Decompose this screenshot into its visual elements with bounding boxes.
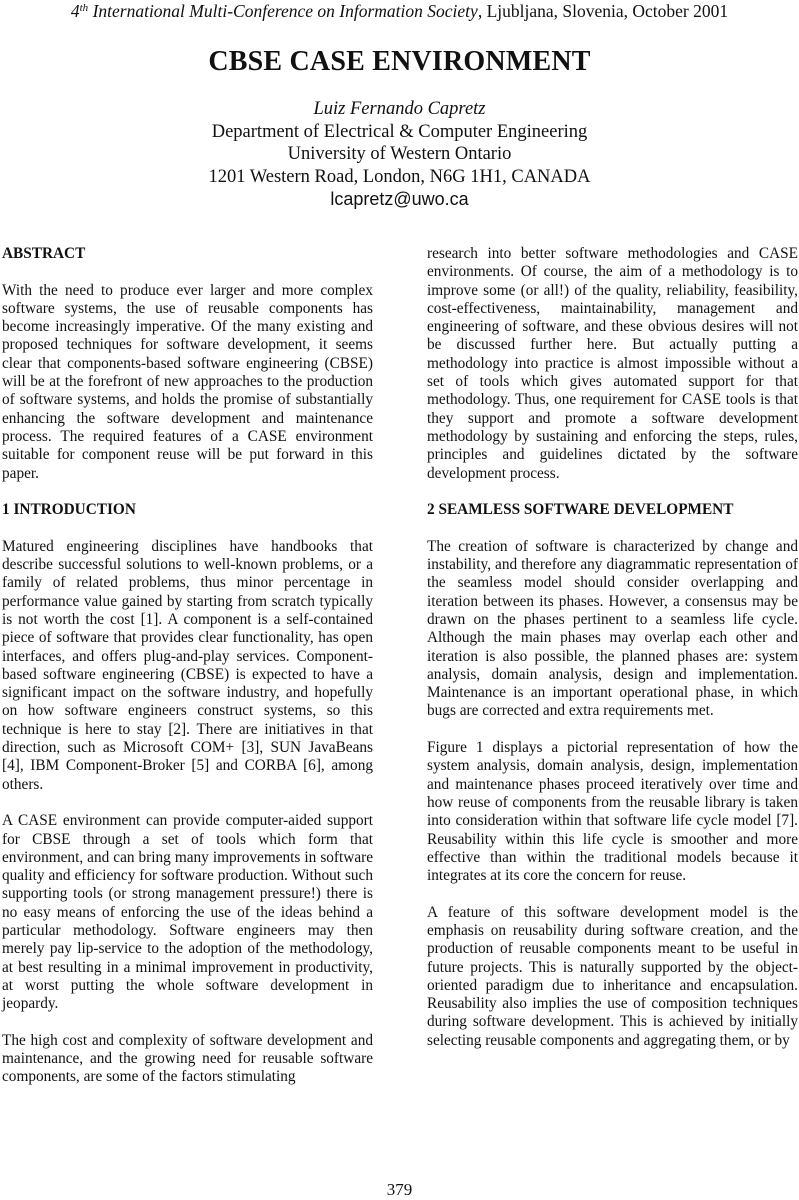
introduction-paragraph: The high cost and complexity of software development and maintenance, and the growing need for reusable software components, are some of the factors stimulating: [2, 1031, 373, 1086]
seamless-paragraph: The creation of software is characterized by change and instability, and therefore any diagrammatic representation of the seamless model should consider overlapping and iteration between its phases. However, a consensus may be drawn on the phases pertinent to a seamless life cycle. Although the main phases may overlap each other and iteration is also possible, the planned phases are: system analysis, domain analysis, design and implementation. Maintenance is an important operational phase, in which bugs are corrected and extra requirements met.: [427, 537, 798, 720]
author-name: Luiz Fernando Capretz: [313, 99, 486, 119]
author-address: 1201 Western Road, London, N6G 1H1, CANADA: [208, 166, 591, 187]
conference-number: 4: [70, 1, 80, 21]
left-column: [2, 245, 373, 1087]
seamless-paragraph: A feature of this software development model is the emphasis on reusability during software creation, and the production of reusable components meant to be useful in future projects. This is naturally supported by the object-oriented paradigm due to inheritance and encapsulation. Reusability also implies the use of composition techniques during software development. This is achieved by initially selecting reusable components and aggregating them, or by: [427, 903, 798, 1049]
author-block: [0, 98, 799, 211]
conference-ordinal-suffix: th: [79, 2, 89, 14]
introduction-heading: 1 INTRODUCTION: [2, 501, 136, 519]
seamless-paragraph: Figure 1 displays a pictorial representation of how the system analysis, domain analysis, design, implementation and maintenance phases proceed iteratively over time and how reuse of components from the reusable library is taken into consideration within that software life cycle model [7]. Reusability within this life cycle is smoother and more effective than within the traditional models because it integrates at its core the concern for reuse.: [427, 739, 798, 885]
author-department: Department of Electrical & Computer Engineering: [211, 121, 588, 142]
page-number: 379: [386, 1180, 413, 1199]
conference-header: [0, 0, 799, 22]
right-column: [427, 245, 798, 1050]
paper-title: CBSE CASE ENVIRONMENT: [208, 46, 591, 77]
author-email: lcapretz@uwo.ca: [330, 189, 469, 209]
introduction-paragraph: A CASE environment can provide computer-aided support for CBSE through a set of tools which form that environment, and can bring many improvements in software quality and efficiency for software production. Without such supporting tools (or strong management pressure!) there is no easy means of enforcing the use of the ideas behind a particular methodology. Software engineers may then merely pay lip-service to the adoption of the methodology, at best resulting in a minimal improvement in productivity, at worst putting the whole software development in jeopardy.: [2, 812, 373, 1013]
abstract-text: With the need to produce ever larger and more complex software systems, the use of reusable components has become increasingly imperative. Of the many existing and proposed techniques for software development, it seems clear that components-based software engineering (CBSE) will be at the forefront of new approaches to the production of software systems, and holds the promise of substantially enhancing the software development and maintenance process. The required features of a CASE environment suitable for component reuse will be put forward in this paper.: [2, 281, 373, 482]
seamless-heading: 2 SEAMLESS SOFTWARE DEVELOPMENT: [427, 501, 734, 519]
author-university: University of Western Ontario: [287, 144, 512, 164]
conference-name: International Multi-Conference on Information Society: [88, 1, 478, 21]
conference-place: , Ljubljana, Slovenia, October 2001: [477, 1, 729, 21]
introduction-paragraph: Matured engineering disciplines have handbooks that describe successful solutions to well-known problems, or a family of related problems, thus minor percentage in performance value gained by starting from scratch typically is not worth the cost [1]. A component is a self-contained piece of software that provides clear functionality, has open interfaces, and offers plug-and-play services. Component-based software engineering (CBSE) is expected to have a significant impact on the software industry, and hopefully on how software engineers construct systems, so this technique is here to stay [2]. There are initiatives in that direction, such as Microsoft COM+ [3], SUN JavaBeans [4], IBM Component-Broker [5] and CORBA [6], among others.: [2, 537, 373, 793]
abstract-heading: ABSTRACT: [2, 245, 86, 262]
continued-paragraph: research into better software methodologies and CASE environments. Of course, the aim of a methodology is to improve some (or all!) of the quality, reliability, feasibility, cost-effectiveness, maintainability, management and engineering of software, and these obvious desires will not be discussed further here. But actually putting a methodology into practice is almost impossible without a set of tools which gives automated support for that methodology. Thus, one requirement for CASE tools is that they support and promote a software development methodology by sustaining and enforcing the steps, rules, principles and guidelines dictated by the software development process.: [427, 245, 798, 482]
